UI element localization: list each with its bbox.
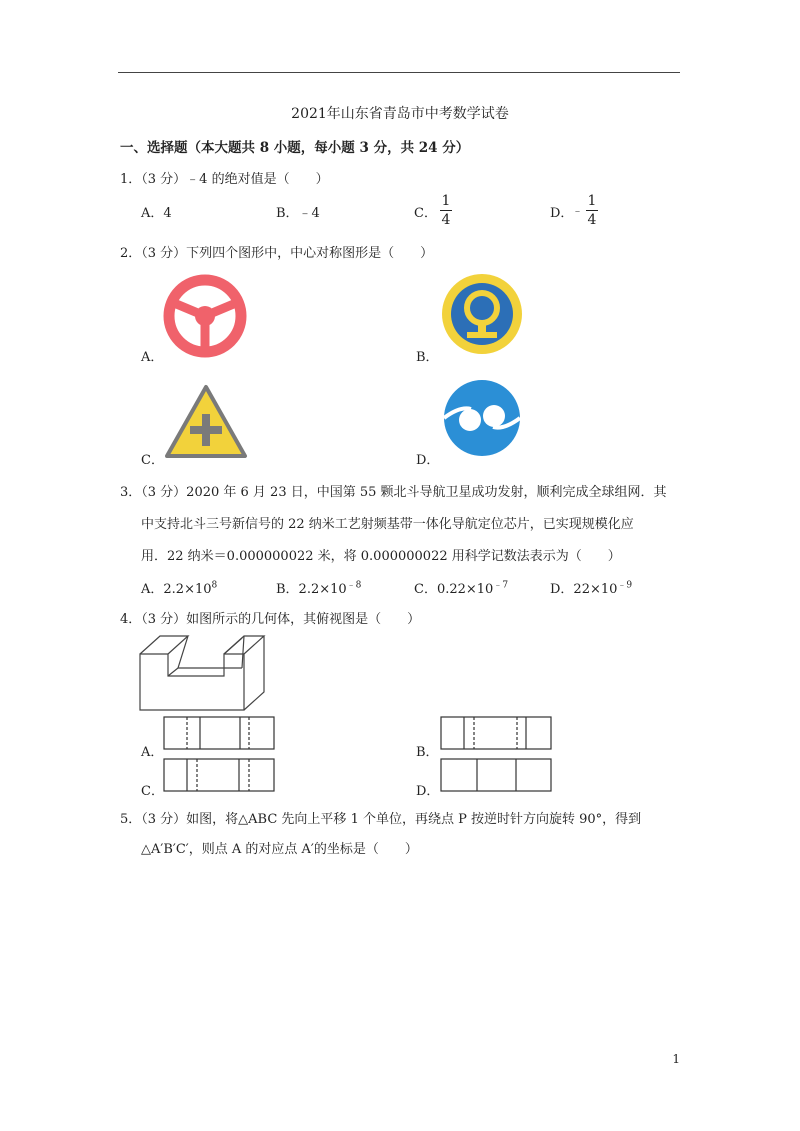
railway-base — [467, 332, 497, 338]
solid-right-side — [244, 636, 264, 710]
plus-horizontal — [190, 426, 222, 434]
q1-d-denominator: 4 — [587, 212, 597, 228]
q3-a-exponent: 8 — [211, 580, 218, 591]
q3-a-base: A．2.2×10 — [141, 582, 212, 597]
q3-option-a — [141, 578, 217, 597]
q4-option-a-view — [163, 716, 275, 750]
q1-option-d-label: D． — [550, 206, 574, 221]
q3-c-exponent: ﹣7 — [493, 580, 509, 591]
question-2-stem: 2．（3 分）下列四个图形中，中心对称图形是（ ） — [120, 246, 434, 261]
crescent-disc — [444, 380, 520, 456]
crescent-cutout-left — [459, 409, 481, 431]
solid-top-left — [140, 636, 188, 654]
view-c-outline — [164, 759, 274, 791]
q1-option-c-label: C． — [414, 206, 437, 221]
solid-geometry-figure — [138, 634, 270, 714]
q4-option-d-view — [440, 758, 552, 792]
q4-option-c: C． — [141, 784, 164, 799]
question-1-stem: 1．（3 分）﹣4 的绝对值是（ ） — [120, 172, 329, 187]
question-3-line2: 中支持北斗三号新信号的 22 纳米工艺射频基带一体化导航定位芯片，已实现规模化应 — [141, 517, 634, 532]
q1-c-denominator: 4 — [441, 212, 451, 228]
question-3-line1: 3．（3 分）2020 年 6 月 23 日，中国第 55 颗北斗导航卫星成功发射，顺利完成全球组网．其 — [120, 485, 667, 500]
q3-option-c — [414, 578, 508, 597]
q3-d-base: D．22×10 — [550, 582, 618, 597]
question-4-stem: 4．（3 分）如图所示的几何体，其俯视图是（ ） — [120, 612, 421, 627]
q4-option-d: D． — [416, 784, 440, 799]
question-5-line2: △A′B′C′，则点 A 的对应点 A′的坐标是（ ） — [141, 842, 418, 857]
page-number: 1 — [672, 1052, 680, 1066]
q1-option-b: B．﹣4 — [276, 206, 320, 221]
railway-stem — [478, 320, 486, 334]
view-d-outline — [441, 759, 551, 791]
crescent-cutout-right — [483, 405, 505, 427]
q1-c-fraction-bar — [440, 210, 452, 211]
solid-front-face — [140, 654, 244, 710]
view-a-outline — [164, 717, 274, 749]
q3-d-exponent: ﹣9 — [617, 580, 633, 591]
question-3-line3: 用．22 纳米＝0.000000022 米，将 0.000000022 用科学记数法表示为（ ） — [141, 549, 621, 564]
q1-option-d-fraction — [586, 193, 598, 228]
q4-option-c-view — [163, 758, 275, 792]
q2-option-a: A． — [141, 350, 164, 365]
railway-logo-figure — [440, 272, 524, 356]
q1-d-sign: ﹣ — [572, 204, 583, 217]
q1-option-a: A．4 — [141, 206, 172, 221]
warning-triangle-figure — [164, 384, 248, 460]
q2-option-c: C． — [141, 453, 164, 468]
wheel-spoke-right — [205, 303, 236, 316]
q2-option-b: B． — [416, 350, 439, 365]
q1-c-numerator: 1 — [441, 193, 451, 209]
steering-wheel-figure — [160, 272, 250, 362]
q4-option-b-view — [440, 716, 552, 750]
solid-notch-top-edge — [224, 638, 242, 654]
q3-option-d — [550, 578, 632, 597]
wheel-spoke-left — [174, 303, 205, 316]
page-title: 2021年山东省青岛市中考数学试卷 — [291, 106, 509, 122]
q4-option-b: B． — [416, 745, 439, 760]
section-heading: 一、选择题（本大题共 8 小题，每小题 3 分，共 24 分） — [120, 140, 470, 156]
q4-option-a: A． — [141, 745, 164, 760]
q2-option-d: D． — [416, 453, 440, 468]
q1-d-fraction-bar — [586, 210, 598, 211]
solid-notch-floor — [168, 668, 242, 676]
twin-crescent-figure — [440, 376, 524, 460]
question-5-line1: 5．（3 分）如图，将△ABC 先向上平移 1 个单位，再绕点 P 按逆时针方向旋转 90°，得到 — [120, 812, 642, 827]
header-rule — [118, 72, 680, 73]
view-b-outline — [441, 717, 551, 749]
q1-d-numerator: 1 — [587, 193, 597, 209]
q3-option-b — [276, 578, 361, 597]
q3-b-exponent: ﹣8 — [346, 580, 362, 591]
q3-b-base: B．2.2×10 — [276, 582, 347, 597]
q1-option-c-fraction — [440, 193, 452, 228]
q3-c-base: C．0.22×10 — [414, 582, 494, 597]
